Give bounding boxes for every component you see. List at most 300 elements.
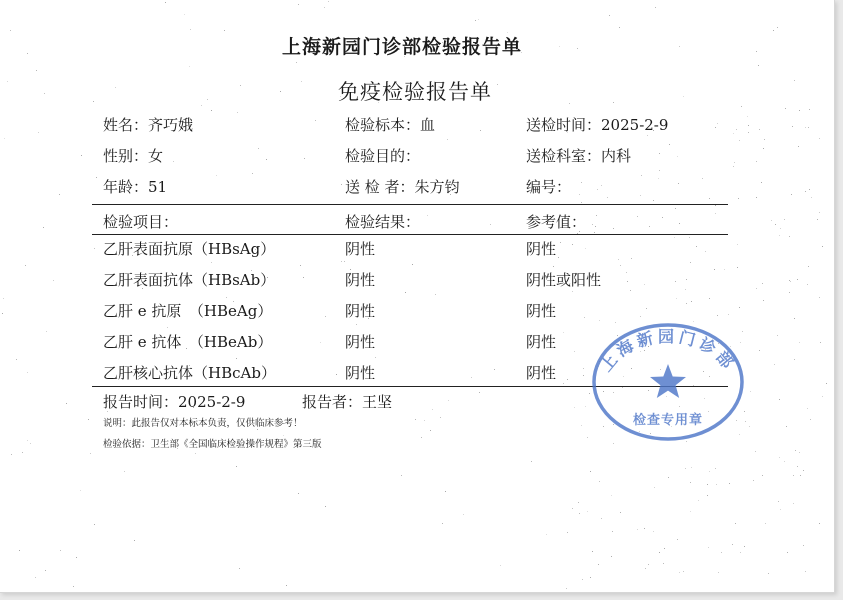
scan-speck: [10, 30, 11, 31]
scan-speck: [690, 511, 691, 512]
scan-speck: [791, 194, 792, 195]
table-top-rule: [92, 204, 728, 205]
scan-speck: [715, 127, 716, 128]
scan-speck: [560, 242, 561, 243]
scan-speck: [430, 430, 431, 431]
scan-speck: [435, 294, 436, 295]
scan-speck: [427, 215, 428, 216]
scan-speck: [167, 327, 168, 328]
scan-speck: [80, 490, 81, 491]
scan-speck: [718, 572, 719, 573]
scan-speck: [737, 244, 738, 245]
scan-speck: [432, 409, 433, 410]
scan-speck: [421, 437, 422, 438]
seal-arc-text: 上海新园门诊部: [596, 327, 740, 376]
scan-speck: [716, 484, 717, 485]
scan-speck: [567, 532, 568, 533]
scan-speck: [649, 226, 650, 227]
scan-speck: [344, 261, 345, 262]
scan-speck: [592, 224, 593, 225]
scan-speck: [761, 182, 762, 183]
scan-speck: [686, 303, 687, 304]
row-result: 阴性: [345, 333, 376, 351]
row-item: 乙肝表面抗原（HBsAg）: [103, 240, 276, 258]
row-result: 阴性: [345, 240, 376, 258]
scan-speck: [702, 178, 703, 179]
scan-speck: [805, 191, 806, 192]
scan-speck: [626, 272, 627, 273]
scan-speck: [715, 468, 716, 469]
official-seal-stamp: [590, 320, 746, 444]
scan-speck: [685, 468, 686, 469]
scan-speck: [611, 556, 612, 557]
scan-speck: [566, 588, 567, 589]
scan-speck: [691, 301, 692, 302]
reporter-name: 王坚: [362, 393, 393, 411]
scan-speck: [2, 313, 3, 314]
scan-speck: [778, 501, 779, 502]
scan-speck: [653, 200, 654, 201]
scan-speck: [739, 307, 740, 308]
clinic-title: 上海新园门诊部检验报告单: [281, 36, 522, 58]
scan-speck: [714, 269, 715, 270]
scan-speck: [674, 237, 675, 238]
scan-speck: [94, 248, 95, 249]
scan-speck: [735, 523, 736, 524]
sender-value: 朱方钧: [414, 178, 460, 196]
scan-speck: [807, 284, 808, 285]
scan-speck: [771, 220, 772, 221]
report-time: 2025-2-9: [178, 393, 246, 411]
scan-speck: [678, 183, 679, 184]
scan-speck: [758, 65, 759, 66]
scan-speck: [756, 161, 757, 162]
scan-speck: [619, 27, 620, 28]
scan-speck: [794, 318, 795, 319]
row-reference: 阴性: [526, 240, 557, 258]
scan-speck: [664, 548, 665, 549]
scan-speck: [325, 316, 326, 317]
scan-speck: [677, 156, 678, 157]
scan-speck: [698, 500, 699, 501]
scan-speck: [30, 443, 31, 444]
scan-speck: [611, 495, 612, 496]
scan-speck: [237, 112, 238, 113]
scan-speck: [826, 383, 827, 384]
scan-speck: [763, 148, 764, 149]
scan-speck: [683, 571, 684, 572]
scan-speck: [336, 374, 337, 375]
scan-speck: [729, 483, 730, 484]
scan-speck: [663, 563, 664, 564]
header-reference: 参考值：: [526, 213, 587, 231]
scan-speck: [740, 552, 741, 553]
scan-speck: [811, 197, 812, 198]
scan-speck: [779, 399, 780, 400]
scan-speck: [298, 4, 299, 5]
report-note: 说明：此报告仅对本标本负责，仅供临床参考！: [103, 418, 303, 429]
scan-speck: [795, 450, 796, 451]
report-title: 免疫检验报告单: [338, 80, 492, 104]
scan-speck: [748, 125, 749, 126]
scan-speck: [738, 198, 739, 199]
scan-speck: [762, 475, 763, 476]
scan-speck: [733, 166, 734, 167]
scan-speck: [184, 14, 185, 15]
scan-speck: [685, 289, 686, 290]
scan-speck: [809, 109, 810, 110]
scan-speck: [798, 146, 799, 147]
scan-speck: [96, 177, 97, 178]
scan-speck: [448, 400, 449, 401]
scan-speck: [592, 551, 593, 552]
scan-speck: [620, 265, 621, 266]
scan-speck: [195, 453, 196, 454]
scan-speck: [749, 426, 750, 427]
scan-speck: [224, 30, 225, 31]
scan-speck: [500, 565, 501, 566]
row-result: 阴性: [345, 271, 376, 289]
scan-speck: [572, 244, 573, 245]
scan-speck: [756, 197, 757, 198]
scan-speck: [640, 195, 641, 196]
scan-speck: [88, 419, 89, 420]
scan-speck: [800, 475, 801, 476]
scan-speck: [668, 477, 669, 478]
scan-speck: [762, 283, 763, 284]
scan-speck: [707, 495, 708, 496]
scan-speck: [759, 129, 760, 130]
scan-speck: [662, 217, 663, 218]
scan-speck: [296, 62, 297, 63]
scan-speck: [490, 224, 491, 225]
scan-speck: [475, 20, 476, 21]
scan-speck: [810, 419, 811, 420]
patient-name: 齐巧娥: [148, 116, 194, 134]
specimen-value: 血: [420, 116, 436, 134]
patient-sex-label: 性别：: [103, 147, 149, 165]
scan-speck: [315, 120, 316, 121]
scan-speck: [805, 127, 806, 128]
scan-speck: [73, 586, 74, 587]
patient-name-field: [103, 114, 193, 135]
row-result: 阴性: [345, 302, 376, 320]
patient-age-field: [103, 176, 167, 197]
scan-speck: [445, 491, 446, 492]
scan-speck: [4, 138, 5, 139]
report-time-field: [103, 391, 245, 412]
scan-speck: [401, 475, 402, 476]
scan-speck: [38, 132, 39, 133]
reporter-label: 报告者：: [302, 393, 363, 411]
scan-speck: [266, 159, 267, 160]
scan-speck: [563, 383, 564, 384]
scan-speck: [707, 484, 708, 485]
scan-speck: [765, 523, 766, 524]
scan-speck: [641, 175, 642, 176]
scan-speck: [19, 550, 20, 551]
scan-speck: [53, 280, 54, 281]
scan-speck: [574, 351, 575, 352]
scan-speck: [583, 375, 584, 376]
submit-dept: 内科: [601, 147, 632, 165]
scan-speck: [442, 523, 443, 524]
scan-speck: [36, 70, 37, 71]
scan-speck: [478, 19, 479, 20]
scan-speck: [618, 259, 619, 260]
scan-speck: [298, 493, 299, 494]
scan-speck: [590, 471, 591, 472]
scan-speck: [686, 279, 687, 280]
scan-speck: [793, 475, 794, 476]
scan-speck: [819, 523, 820, 524]
scan-speck: [90, 453, 91, 454]
scan-speck: [494, 369, 495, 370]
submit-time-field: [526, 114, 668, 135]
scan-speck: [644, 284, 645, 285]
scan-speck: [756, 288, 757, 289]
scan-speck: [607, 197, 608, 198]
scan-speck: [572, 508, 573, 509]
scan-speck: [637, 216, 638, 217]
scan-speck: [479, 392, 480, 393]
scan-speck: [558, 257, 559, 258]
scan-speck: [777, 335, 778, 336]
scan-speck: [190, 29, 191, 30]
scan-speck: [286, 585, 287, 586]
scan-speck: [805, 571, 806, 572]
row-result: 阴性: [345, 364, 376, 382]
scan-speck: [784, 461, 785, 462]
scan-speck: [715, 213, 716, 214]
scan-speck: [777, 27, 778, 28]
scan-speck: [679, 223, 680, 224]
scan-speck: [531, 461, 532, 462]
seal-bottom-text: 检查专用章: [632, 413, 704, 428]
scan-speck: [25, 265, 26, 266]
scan-speck: [747, 116, 748, 117]
scan-speck: [797, 279, 798, 280]
scan-speck: [584, 317, 585, 318]
row-item: 乙肝表面抗体（HBsAb）: [103, 271, 276, 289]
table-header-rule: [92, 234, 728, 235]
scan-speck: [94, 524, 95, 525]
scan-speck: [691, 467, 692, 468]
scan-speck: [574, 407, 575, 408]
report-number-label: 编号：: [526, 178, 572, 196]
scan-speck: [822, 396, 823, 397]
scan-speck: [679, 572, 680, 573]
patient-age: 51: [148, 178, 168, 196]
scan-speck: [659, 552, 660, 553]
scan-speck: [134, 540, 135, 541]
scan-speck: [239, 568, 240, 569]
scan-speck: [790, 281, 791, 282]
scan-speck: [819, 138, 820, 139]
scan-speck: [779, 235, 780, 236]
scan-speck: [581, 425, 582, 426]
scan-speck: [819, 297, 820, 298]
scan-speck: [46, 331, 47, 332]
specimen-field: [345, 114, 435, 135]
scan-speck: [799, 110, 800, 111]
scan-speck: [780, 228, 781, 229]
scan-speck: [809, 189, 810, 190]
scan-speck: [786, 426, 787, 427]
scan-speck: [630, 290, 631, 291]
scan-speck: [689, 237, 690, 238]
scan-speck: [792, 126, 793, 127]
scan-speck: [189, 66, 190, 67]
scan-speck: [585, 248, 586, 249]
scan-speck: [807, 408, 808, 409]
scan-speck: [780, 509, 781, 510]
scan-speck: [789, 292, 790, 293]
scan-speck: [35, 577, 36, 578]
scan-speck: [598, 564, 599, 565]
scan-speck: [797, 466, 798, 467]
submit-dept-field: [526, 145, 631, 166]
scan-speck: [709, 298, 710, 299]
scan-speck: [648, 564, 649, 565]
scan-speck: [609, 15, 610, 16]
scan-speck: [659, 153, 660, 154]
scan-speck: [324, 7, 325, 8]
scan-speck: [447, 139, 448, 140]
scan-speck: [728, 314, 729, 315]
scan-speck: [653, 531, 654, 532]
row-item: 乙肝 e 抗原 （HBeAg）: [103, 302, 273, 320]
scan-speck: [471, 377, 472, 378]
scan-speck: [748, 132, 749, 133]
scan-speck: [27, 372, 28, 373]
scan-speck: [173, 161, 174, 162]
patient-sex: 女: [148, 147, 164, 165]
scan-speck: [563, 332, 564, 333]
scan-speck: [553, 266, 554, 267]
sender-label: 送 检 者：: [345, 178, 415, 196]
scan-speck: [774, 364, 775, 365]
submit-time-label: 送检时间：: [526, 116, 602, 134]
scan-speck: [45, 570, 46, 571]
scan-speck: [27, 440, 28, 441]
scan-speck: [655, 7, 656, 8]
scan-speck: [320, 342, 321, 343]
scan-speck: [732, 544, 733, 545]
scan-speck: [721, 552, 722, 553]
scan-speck: [755, 451, 756, 452]
scan-speck: [709, 471, 710, 472]
scan-speck: [631, 258, 632, 259]
scan-speck: [613, 228, 614, 229]
row-item: 乙肝核心抗体（HBcAb）: [103, 364, 276, 382]
scan-speck: [258, 148, 259, 149]
seal-star-icon: [650, 364, 686, 398]
scan-speck: [581, 182, 582, 183]
scan-speck: [808, 127, 809, 128]
scan-speck: [690, 482, 691, 483]
scan-speck: [587, 511, 588, 512]
scan-speck: [677, 539, 678, 540]
scan-speck: [724, 269, 725, 270]
scan-speck: [627, 281, 628, 282]
report-basis: 检验依据：卫生部《全国临床检验操作规程》第三版: [103, 439, 322, 450]
purpose-field: [345, 145, 420, 166]
scan-speck: [733, 133, 734, 134]
scan-speck: [216, 175, 217, 176]
row-reference: 阴性: [526, 333, 557, 351]
scan-speck: [620, 512, 621, 513]
scan-speck: [341, 261, 342, 262]
scan-speck: [424, 420, 425, 421]
patient-sex-field: [103, 145, 163, 166]
scan-speck: [736, 129, 737, 130]
scan-speck: [375, 357, 376, 358]
patient-name-label: 姓名：: [103, 116, 149, 134]
scan-speck: [3, 298, 4, 299]
header-result: 检验结果：: [345, 213, 421, 231]
report-time-label: 报告时间：: [103, 393, 179, 411]
scan-speck: [822, 246, 823, 247]
scan-speck: [789, 236, 790, 237]
scan-speck: [211, 262, 212, 263]
patient-age-label: 年龄：: [103, 178, 149, 196]
scan-speck: [236, 466, 237, 467]
scan-speck: [341, 184, 342, 185]
scan-speck: [597, 189, 598, 190]
scan-speck: [546, 534, 547, 535]
scan-speck: [676, 298, 677, 299]
scan-speck: [659, 170, 660, 171]
scan-speck: [739, 140, 740, 141]
scan-speck: [737, 267, 738, 268]
scan-speck: [787, 552, 788, 553]
scan-speck: [705, 251, 706, 252]
scan-speck: [325, 506, 326, 507]
scan-speck: [750, 391, 751, 392]
scan-speck: [785, 108, 786, 109]
scan-speck: [817, 219, 818, 220]
scan-speck: [405, 292, 406, 293]
row-item: 乙肝 e 抗体 （HBeAb）: [103, 333, 273, 351]
purpose-label: 检验目的：: [345, 147, 421, 165]
scan-speck: [463, 514, 464, 515]
scan-speck: [440, 417, 441, 418]
scan-speck: [803, 545, 804, 546]
submit-dept-label: 送检科室：: [526, 147, 602, 165]
scan-speck: [793, 503, 794, 504]
scan-speck: [612, 531, 613, 532]
scan-speck: [572, 291, 573, 292]
scan-speck: [820, 342, 821, 343]
scan-speck: [596, 215, 597, 216]
scan-speck: [717, 315, 718, 316]
scan-speck: [819, 212, 820, 213]
scan-speck: [43, 227, 44, 228]
row-reference: 阴性或阳性: [526, 271, 602, 289]
scan-speck: [734, 162, 735, 163]
scan-speck: [582, 579, 583, 580]
scan-speck: [640, 316, 641, 317]
scan-speck: [789, 280, 790, 281]
scan-speck: [799, 342, 800, 343]
scan-speck: [784, 219, 785, 220]
row-reference: 阴性: [526, 364, 557, 382]
scan-speck: [645, 568, 646, 569]
scan-speck: [654, 487, 655, 488]
scan-speck: [81, 155, 82, 156]
scan-speck: [763, 300, 764, 301]
